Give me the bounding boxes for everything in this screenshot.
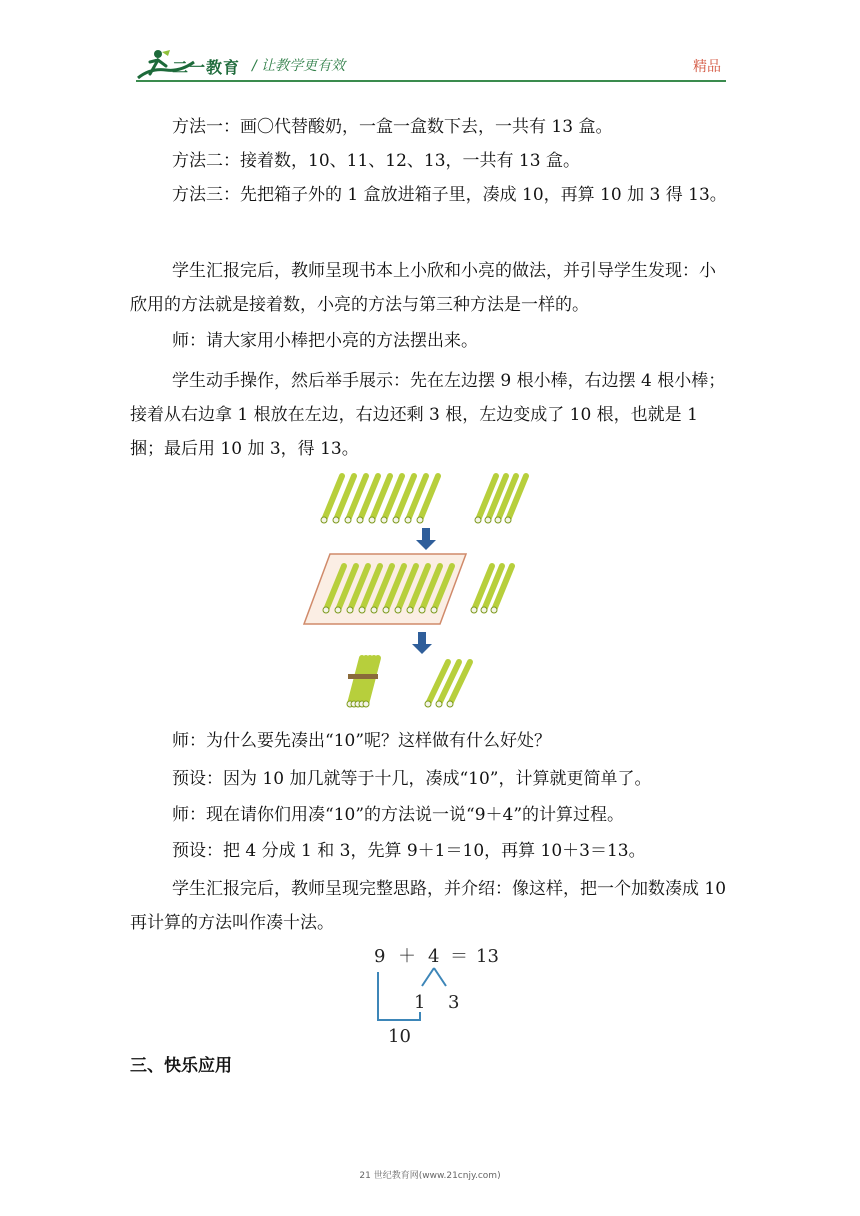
stick-end (393, 517, 399, 523)
paragraph-teacher-question: 师：为什么要先凑出“10”呢？这样做有什么好处？ (172, 731, 552, 751)
stick-end (333, 517, 339, 523)
stick-end (447, 701, 453, 707)
stick-end (436, 701, 442, 707)
stick-end (371, 607, 377, 613)
stick-end (335, 607, 341, 613)
stick-end (357, 517, 363, 523)
stick-end (425, 701, 431, 707)
brand-slogan: / 让教学更有效 (252, 58, 346, 74)
formula-addend-a: 9 (374, 946, 386, 967)
paragraph-method-1: 方法一：画〇代替酸奶，一盒一盒数下去，一共有 13 盒。 (172, 117, 613, 137)
bundle-band (348, 674, 378, 679)
stick-end (495, 517, 501, 523)
stick-bundle-of-ten (347, 658, 378, 707)
paragraph-make-ten-method: 学生汇报完后，教师呈现完整思路，并介绍：像这样，把一个加数凑成 10 再计算的方法叫作凑十法。 (130, 879, 727, 933)
make-ten-formula (366, 938, 506, 1048)
stick-end (475, 517, 481, 523)
formula-plus: ＋ (398, 946, 416, 967)
brand-name: 二一教育 (172, 58, 241, 77)
formula-addend-b: 4 (428, 946, 440, 967)
stick-end (485, 517, 491, 523)
stick-end (381, 517, 387, 523)
sticks-row-remaining (425, 662, 470, 707)
stick-end (505, 517, 511, 523)
sticks-illustration (300, 468, 530, 714)
paragraph-method-2: 方法二：接着数，10、11、12、13，一共有 13 盒。 (172, 151, 580, 171)
stick-end (323, 607, 329, 613)
stick-end (491, 607, 497, 613)
formula-equals: ＝ (450, 946, 468, 967)
arrow-down-icon (416, 528, 436, 550)
page-header (0, 0, 860, 90)
paragraph-teacher-instruction: 师：请大家用小棒把小亮的方法摆出来。 (172, 331, 478, 351)
header-rule (136, 80, 726, 82)
formula-result: 13 (476, 946, 499, 967)
paragraph-preset-process: 预设：把 4 分成 1 和 3，先算 9＋1＝10，再算 10＋3＝13。 (172, 841, 646, 861)
paragraph-preset-answer: 预设：因为 10 加几就等于十几，凑成“10”，计算就更简单了。 (172, 769, 652, 789)
stick-end (369, 517, 375, 523)
formula-split-right: 3 (448, 992, 460, 1013)
sticks-row-initial (321, 476, 526, 523)
stick-end (363, 701, 369, 707)
stick-end (431, 607, 437, 613)
arrow-down-icon (412, 632, 432, 654)
premium-tag: 精品 (693, 59, 721, 75)
paragraph-student-operation: 学生动手操作，然后举手展示：先在左边摆 9 根小棒，右边摆 4 根小棒；接着从右边拿 1 根放在左边，右边还剩 3 根，左边变成了 10 根，也就是 1 捆；最后用 10 加 3，得 13。 (130, 371, 726, 459)
stick-end (471, 607, 477, 613)
stick-end (383, 607, 389, 613)
formula-split-left: 1 (414, 992, 426, 1013)
stick-end (419, 607, 425, 613)
stick-end (395, 607, 401, 613)
section-title: 三、快乐应用 (130, 1056, 232, 1076)
stick-end (347, 607, 353, 613)
stick-end (321, 517, 327, 523)
page-footer: 21 世纪教育网(www.21cnjy.com) (359, 1171, 501, 1181)
stick-end (417, 517, 423, 523)
formula-ten: 10 (388, 1026, 411, 1047)
paragraph-teacher-prompt: 师：现在请你们用凑“10”的方法说一说“9＋4”的计算过程。 (172, 805, 625, 825)
stick-end (359, 607, 365, 613)
stick-end (345, 517, 351, 523)
paragraph-method-3: 方法三：先把箱子外的 1 盒放进箱子里，凑成 10，再算 10 加 3 得 13。 (172, 185, 727, 205)
stick-end (407, 607, 413, 613)
stick-end (405, 517, 411, 523)
stick-end (481, 607, 487, 613)
paragraph-student-report: 学生汇报完后，教师呈现书本上小欣和小亮的做法，并引导学生发现：小欣用的方法就是接着数，小亮的方法与第三种方法是一样的。 (130, 261, 716, 315)
split-lines (422, 968, 446, 986)
